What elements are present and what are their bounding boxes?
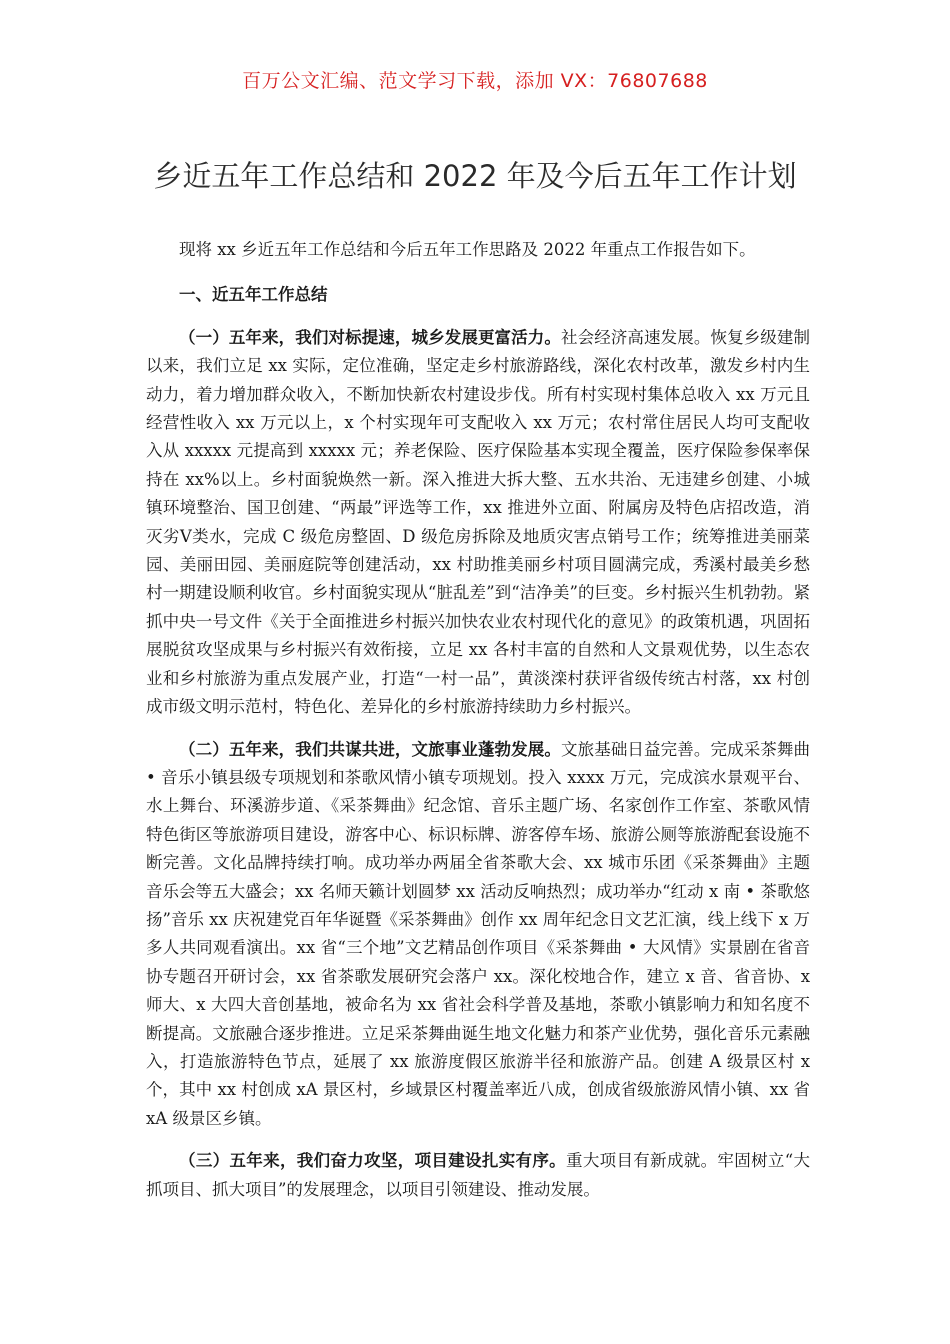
watermark-banner: 百万公文汇编、范文学习下载，添加 VX：76807688 bbox=[242, 70, 708, 92]
section-heading: 一、近五年工作总结 bbox=[179, 285, 328, 305]
document-title: 乡近五年工作总结和 2022 年及今后五年工作计划 bbox=[153, 159, 797, 193]
section-1-lead: （一）五年来，我们对标提速，城乡发展更富活力。 bbox=[179, 327, 561, 347]
section-1-paragraph bbox=[146, 324, 810, 722]
section-3-body: 重大项目有新成就。牢固树立“大抓项目、抓大项目”的发展理念，以项目引领建设、推动发展。 bbox=[146, 1151, 810, 1199]
section-2-body: 文旅基础日益完善。完成采茶舞曲 • 音乐小镇县级专项规划和茶歌风情小镇专项规划。投入 xxxx 万元，完成滨水景观平台、水上舞台、环溪游步道、《采茶舞曲》纪念馆、音乐主题广场、名家创作工作室、茶歌风情特色街区等旅游项目建设，游客中心、标识标牌、游客停车场、旅游公厕等旅游配套设施不断完善。文化品牌持续打响。成功举办两届全省茶歌大会、xx 城市乐团《采茶舞曲》主题音乐会等五大盛会；xx 名师天籁计划圆梦 xx 活动反响热烈；成功举办“红动 x 南 • 茶歌悠扬”音乐 xx 庆祝建党百年华诞暨《采茶舞曲》创作 xx 周年纪念日文艺汇演，线上线下 x 万多人共同观看演出。xx 省“三个地”文艺精品创作项目《采茶舞曲 • 大风情》实景剧在省音协专题召开研讨会，xx 省茶歌发展研究会落户 xx。深化校地合作，建立 x 音、省音协、x 师大、x 大四大音创基地，被命名为 xx 省社会科学普及基地，茶歌小镇影响力和知名度不断提高。文旅融合逐步推进。立足采茶舞曲诞生地文化魅力和茶产业优势，强化音乐元素融入，打造旅游特色节点，延展了 xx 旅游度假区旅游半径和旅游产品。创建 A 级景区村 x 个，其中 xx 村创成 xA 景区村，乡域景区村覆盖率近八成，创成省级旅游风情小镇、xx 省 xA 级景区乡镇。 bbox=[146, 739, 811, 1128]
section-2-lead: （二）五年来，我们共谋共进，文旅事业蓬勃发展。 bbox=[179, 739, 561, 759]
section-2-paragraph bbox=[146, 736, 810, 1134]
section-3-paragraph bbox=[146, 1147, 810, 1204]
section-3-lead: （三）五年来，我们奋力攻坚，项目建设扎实有序。 bbox=[179, 1151, 566, 1171]
section-1-body: 社会经济高速发展。恢复乡级建制以来，我们立足 xx 实际，定位准确，坚定走乡村旅游路线，深化农村改革，激发乡村内生动力，着力增加群众收入，不断加快新农村建设步伐。所有村实现村集体总收入 xx 万元且经营性收入 xx 万元以上，x 个村实现年可支配收入 xx 万元；农村常住居民人均可支配收入从 xxxxx 元提高到 xxxxx 元；养老保险、医疗保险基本实现全覆盖，医疗保险参保率保持在 xx%以上。乡村面貌焕然一新。深入推进大拆大整、五水共治、无违建乡创建、小城镇环境整治、国卫创建、“两最”评选等工作，xx 推进外立面、附属房及特色店招改造，消灭劣Ⅴ类水，完成 C 级危房整固、D 级危房拆除及地质灾害点销号工作；统筹推进美丽菜园、美丽田园、美丽庭院等创建活动，xx 村助推美丽乡村项目圆满完成，秀溪村最美乡愁村一期建设顺利收官。乡村面貌实现从“脏乱差”到“洁净美”的巨变。乡村振兴生机勃勃。紧抓中央一号文件《关于全面推进乡村振兴加快农业农村现代化的意见》的政策机遇，巩固拓展脱贫攻坚成果与乡村振兴有效衔接，立足 xx 各村丰富的自然和人文景观优势，以生态农业和乡村旅游为重点发展产业，打造“一村一品”，黄淡滦村获评省级传统古村落，xx 村创成市级文明示范村，特色化、差异化的乡村旅游持续助力乡村振兴。 bbox=[146, 327, 811, 717]
document-body bbox=[146, 236, 810, 1218]
intro-paragraph: 现将 xx 乡近五年工作总结和今后五年工作思路及 2022 年重点工作报告如下。 bbox=[179, 240, 756, 259]
